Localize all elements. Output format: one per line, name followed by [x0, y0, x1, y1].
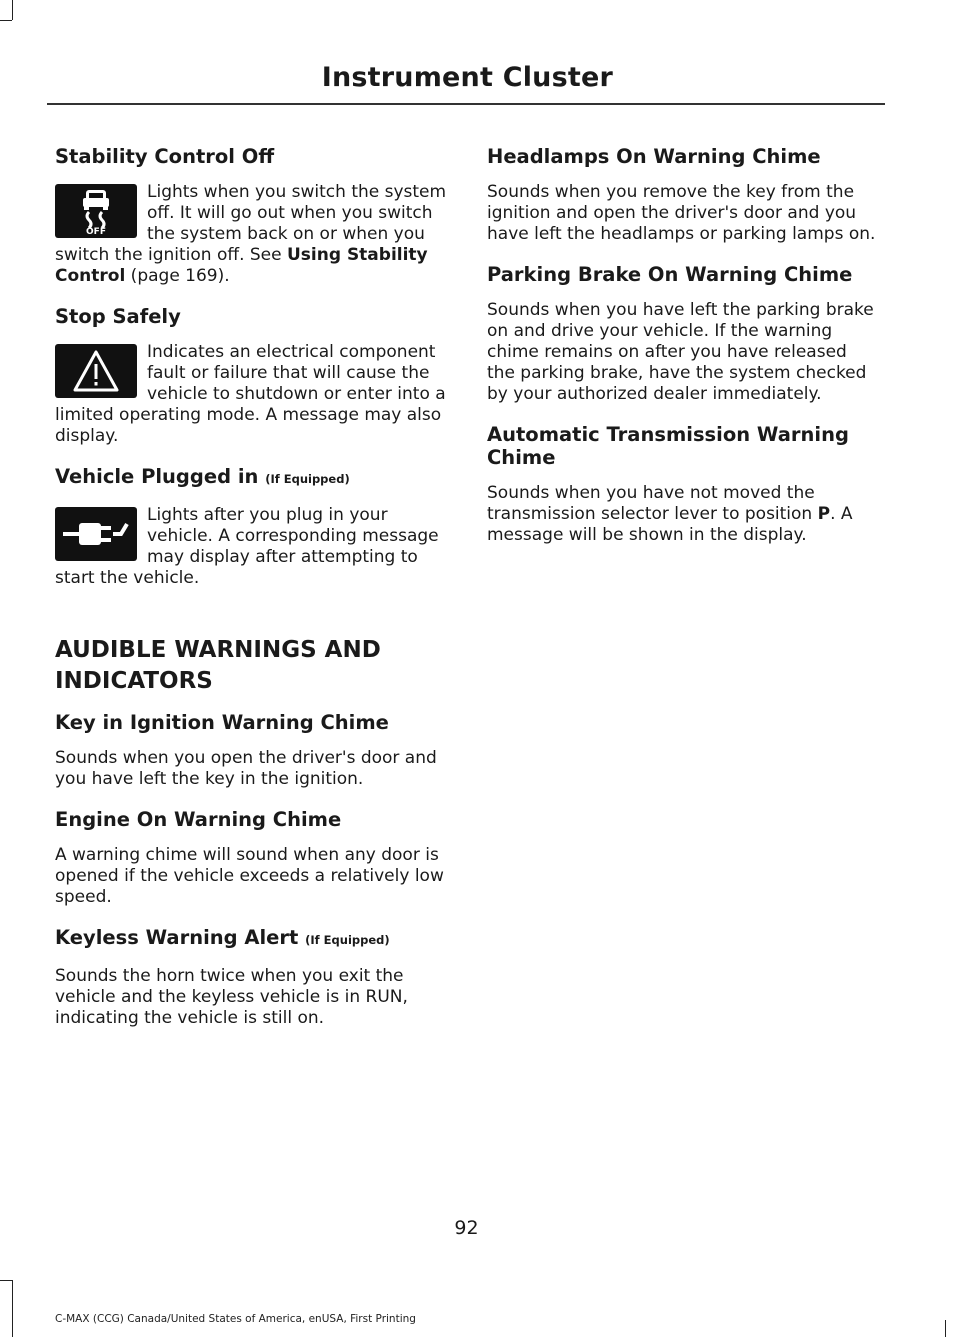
crop-mark	[12, 0, 13, 20]
if-equipped-label: (If Equipped)	[265, 472, 350, 486]
page-number: 92	[454, 1217, 479, 1239]
plug-icon	[55, 507, 137, 561]
crop-mark	[12, 1280, 13, 1337]
header-rule	[47, 103, 885, 105]
section-heading: Headlamps On Warning Chime	[487, 145, 821, 168]
section-heading: Keyless Warning Alert (If Equipped)	[55, 926, 390, 949]
left-column	[55, 145, 447, 1047]
section-keyless-warning	[55, 926, 447, 1029]
section-heading: Stability Control Off	[55, 145, 275, 168]
footer-text: C-MAX (CCG) Canada/United States of America, enUSA, First Printing	[55, 1313, 416, 1325]
section-parking-brake	[487, 263, 879, 405]
park-position-label: P	[817, 504, 831, 524]
warning-triangle-icon	[55, 344, 137, 398]
section-stop-safely	[55, 305, 447, 465]
crop-mark	[945, 1320, 946, 1337]
section-heading: Parking Brake On Warning Chime	[487, 263, 853, 286]
crop-mark	[0, 1280, 12, 1281]
section-text: Indicates an electrical component fault or failure that will cause the vehicle to shutdown or enter into a limited operating mode. A message may also display.	[55, 342, 446, 446]
right-column	[487, 145, 879, 564]
section-text: Sounds when you have left the parking brake on and drive your vehicle. If the warning chime remains on after you have released the parking brake, have the system checked by your authorized dealer immediately.	[487, 300, 874, 404]
section-text: Lights after you plug in your vehicle. A corresponding message may display after attempting to start the vehicle.	[55, 505, 439, 588]
section-text: Lights when you switch the system off. It will go out when you switch the system back on or when you switch the ignition off. See Using Stability Control (page 169).	[55, 182, 447, 286]
section-vehicle-plugged-in	[55, 465, 447, 607]
section-headlamps-on	[487, 145, 879, 245]
chapter-heading: AUDIBLE WARNINGS AND INDICATORS	[55, 637, 381, 694]
section-text: Sounds the horn twice when you exit the vehicle and the keyless vehicle is in RUN, indicating the vehicle is still on.	[55, 966, 408, 1028]
section-heading: Vehicle Plugged in (If Equipped)	[55, 465, 350, 488]
section-heading: Automatic Transmission Warning Chime	[487, 423, 849, 469]
section-stability-control-off	[55, 145, 447, 305]
stability-control-off-icon	[55, 184, 137, 238]
section-text: Sounds when you open the driver's door and you have left the key in the ignition.	[55, 748, 437, 789]
section-engine-on	[55, 808, 447, 908]
section-heading: Key in Ignition Warning Chime	[55, 711, 389, 734]
section-text: Sounds when you remove the key from the ignition and open the driver's door and you have left the headlamps or parking lamps on.	[487, 182, 876, 244]
page-reference-link[interactable]: Using Stability Control	[55, 245, 428, 286]
page-title: Instrument Cluster	[321, 62, 613, 93]
section-heading: Stop Safely	[55, 305, 181, 328]
section-key-in-ignition	[55, 711, 447, 790]
section-text: Sounds when you have not moved the transmission selector lever to position P. A message will be shown in the display.	[487, 483, 853, 545]
section-text: A warning chime will sound when any door is opened if the vehicle exceeds a relatively low speed.	[55, 845, 444, 907]
svg-text:OFF: OFF	[86, 227, 106, 237]
section-heading: Engine On Warning Chime	[55, 808, 342, 831]
section-automatic-transmission	[487, 423, 879, 546]
if-equipped-label: (If Equipped)	[305, 933, 390, 947]
crop-mark	[0, 20, 12, 21]
